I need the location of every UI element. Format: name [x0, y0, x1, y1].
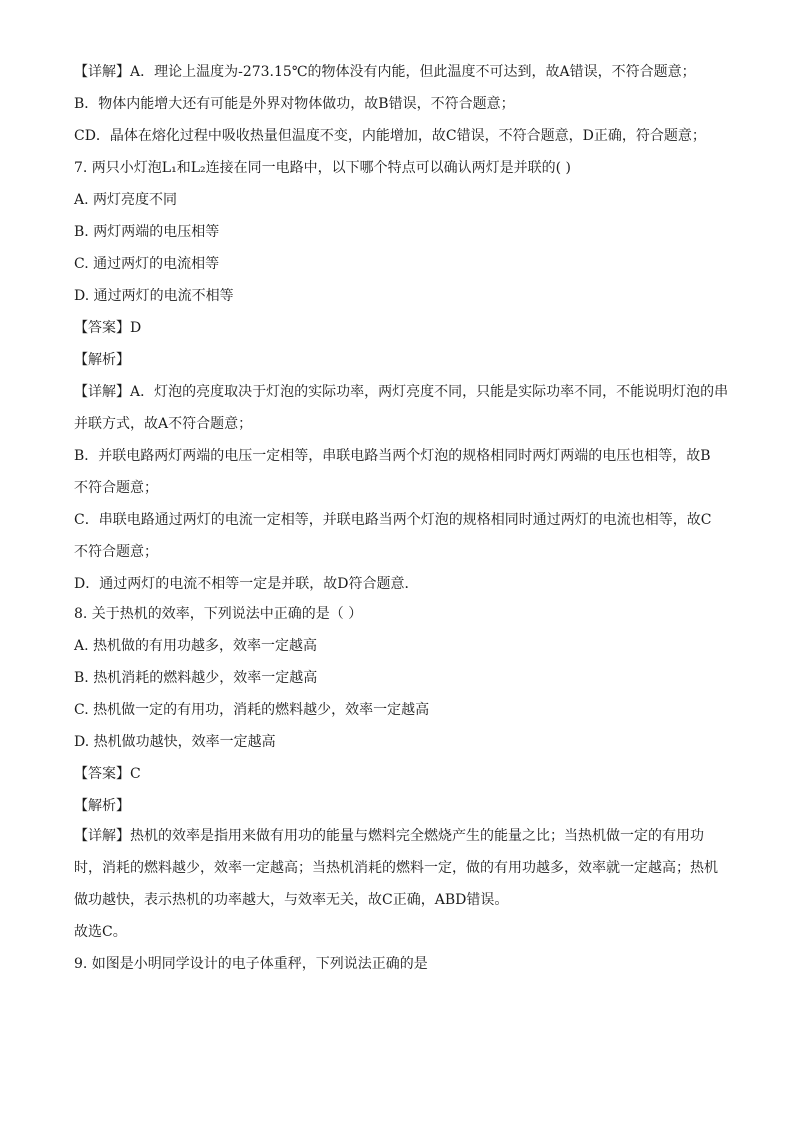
- question-8-stem: 8. 关于热机的效率，下列说法中正确的是（ ）: [74, 606, 363, 622]
- question-8-analysis-heading: 【解析】: [74, 798, 130, 814]
- question-7-answer: 【答案】D: [74, 320, 142, 336]
- text-line: 不符合题意；: [74, 544, 158, 560]
- question-7-analysis-heading: 【解析】: [74, 352, 130, 368]
- text-line: CD．晶体在熔化过程中吸收热量但温度不变，内能增加，故C错误，不符合题意，D正确，符合题意；: [74, 128, 706, 144]
- question-7-stem: 7. 两只小灯泡L₁和L₂连接在同一电路中，以下哪个特点可以确认两灯是并联的( ): [74, 160, 571, 176]
- text-line: D．通过两灯的电流不相等一定是并联，故D符合题意．: [74, 576, 419, 592]
- text-line: B．并联电路两灯两端的电压一定相等，串联电路当两个灯泡的规格相同时两灯两端的电压也相等，故B: [74, 448, 711, 464]
- text-line: 【详解】A．灯泡的亮度取决于灯泡的实际功率，两灯亮度不同，只能是实际功率不同，不能说明灯泡的串: [74, 384, 729, 400]
- text-line: 故选C。: [74, 924, 127, 940]
- question-8-option-b: B. 热机消耗的燃料越少，效率一定越高: [74, 670, 318, 686]
- text-line: 时，消耗的燃料越少，效率一定越高；当热机消耗的燃料一定，做的有用功越多，效率就一定越高；热机: [74, 860, 718, 876]
- text-line: 并联方式，故A不符合题意；: [74, 416, 253, 432]
- question-7-option-a: A. 两灯亮度不同: [74, 192, 178, 208]
- question-8-option-a: A. 热机做的有用功越多，效率一定越高: [74, 638, 318, 654]
- question-9-stem: 9. 如图是小明同学设计的电子体重秤，下列说法正确的是: [74, 956, 428, 972]
- text-line: 【详解】A．理论上温度为-273.15℃的物体没有内能，但此温度不可达到，故A错误，不符合题意；: [74, 64, 696, 80]
- text-line: 【详解】热机的效率是指用来做有用功的能量与燃料完全燃烧产生的能量之比；当热机做一定的有用功: [74, 828, 704, 844]
- text-line: 不符合题意；: [74, 480, 158, 496]
- question-7-option-b: B. 两灯两端的电压相等: [74, 224, 220, 240]
- question-8-option-c: C. 热机做一定的有用功，消耗的燃料越少，效率一定越高: [74, 702, 430, 718]
- question-7-option-d: D. 通过两灯的电流不相等: [74, 288, 234, 304]
- question-8-option-d: D. 热机做功越快，效率一定越高: [74, 734, 276, 750]
- text-line: C．串联电路通过两灯的电流一定相等，并联电路当两个灯泡的规格相同时通过两灯的电流也相等，故C: [74, 512, 712, 528]
- text-line: B．物体内能增大还有可能是外界对物体做功，故B错误，不符合题意；: [74, 96, 515, 112]
- text-line: 做功越快，表示热机的功率越大，与效率无关，故C正确，ABD错误。: [74, 892, 509, 908]
- question-7-option-c: C. 通过两灯的电流相等: [74, 256, 220, 272]
- question-8-answer: 【答案】C: [74, 766, 141, 782]
